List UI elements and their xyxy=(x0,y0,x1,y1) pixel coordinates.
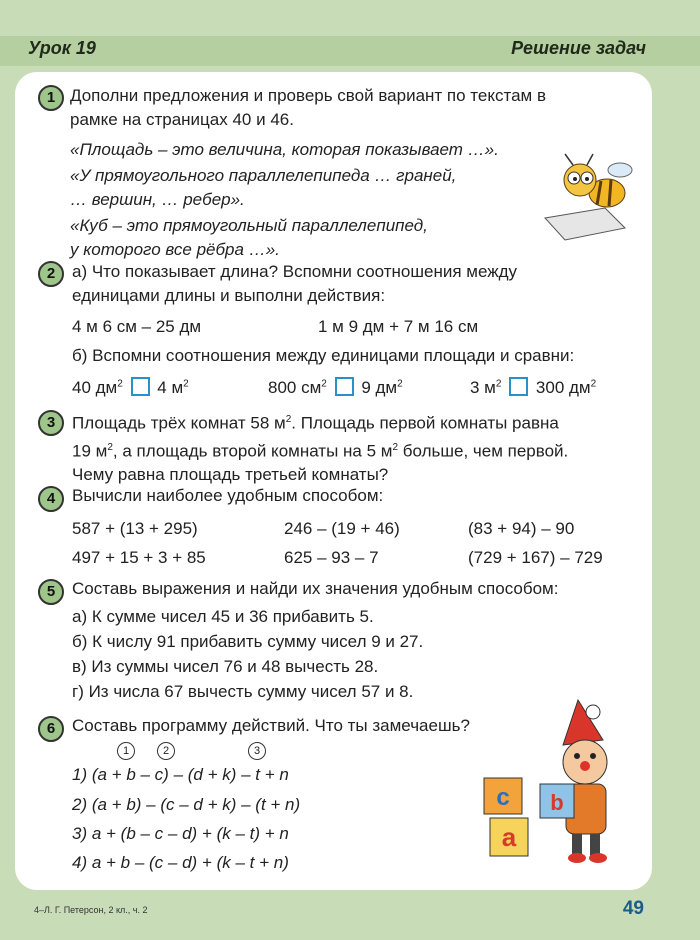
compare-box-3[interactable] xyxy=(509,377,528,396)
task3-line1: Площадь трёх комнат 58 $м^2$. Площадь первой комнаты равна xyxy=(72,413,559,433)
task1-line1: Дополни предложения и проверь свой вариант по текстам в xyxy=(70,86,546,105)
task1-quote3b: у которого все рёбра …». xyxy=(70,240,280,259)
task4-expr-1-1: 587 + (13 + 295) xyxy=(72,519,198,538)
block-letter-a: a xyxy=(501,822,517,852)
compare-box-2[interactable] xyxy=(335,377,354,396)
order-mark-1: 1 xyxy=(117,742,135,760)
task1-quote2b: … вершин, … ребер». xyxy=(70,190,245,209)
footer-note: 4–Л. Г. Петерсон, 2 кл., ч. 2 xyxy=(34,905,148,915)
task-number-2: 2 xyxy=(38,261,64,287)
task5-d: г) Из числа 67 вычесть сумму чисел 57 и 8. xyxy=(72,682,414,701)
task-number-3: 3 xyxy=(38,410,64,436)
task4-expr-2-1: 497 + 15 + 3 + 85 xyxy=(72,548,206,567)
task5-c: в) Из суммы чисел 76 и 48 вычесть 28. xyxy=(72,657,379,676)
topic-title: Решение задач xyxy=(511,38,646,58)
task1-quote3a: «Куб – это прямоугольный параллелепипед, xyxy=(70,216,428,235)
task4-expr-2-2: 625 – 93 – 7 xyxy=(284,548,379,567)
compare-box-1[interactable] xyxy=(131,377,150,396)
order-mark-3: 3 xyxy=(248,742,266,760)
task6-title: Составь программу действий. Что ты замечаешь? xyxy=(72,716,470,735)
task-2 xyxy=(72,260,517,308)
block-letter-b: b xyxy=(550,790,564,815)
task4-expr-2-3: (729 + 167) – 729 xyxy=(468,548,603,567)
task2-compare2: 800 $см^2$ 9 $дм^2$ xyxy=(268,378,403,397)
task2-a-line1: а) Что показывает длина? Вспомни соотношения между xyxy=(72,262,518,281)
task1-line2: рамке на страницах 40 и 46. xyxy=(70,110,294,129)
order-mark-2: 2 xyxy=(157,742,175,760)
task-1 xyxy=(70,84,546,262)
task2-a-line2: единицами длины и выполни действия: xyxy=(72,286,386,305)
task6-expr-3: 3) a + (b – c – d) + (k – t) + n xyxy=(72,824,289,843)
task-number-1: 1 xyxy=(38,85,64,111)
task2-b-line: б) Вспомни соотношения между единицами площади и сравни: xyxy=(72,346,575,365)
task5-title: Составь выражения и найди их значения удобным способом: xyxy=(72,579,559,598)
task4-expr-1-2: 246 – (19 + 46) xyxy=(284,519,400,538)
task6-expr-2: 2) (a + b) – (c – d + k) – (t + n) xyxy=(72,795,301,814)
task5-a: а) К сумме чисел 45 и 36 прибавить 5. xyxy=(72,607,374,626)
task-number-6: 6 xyxy=(38,716,64,742)
task-number-4: 4 xyxy=(38,486,64,512)
task1-quote1: «Площадь – это величина, которая показывает …». xyxy=(70,140,499,159)
task1-quote2a: «У прямоугольного параллелепипеда … граней, xyxy=(70,166,457,185)
task-3 xyxy=(72,408,568,487)
clown-blocks-illustration xyxy=(478,690,628,870)
task4-expr-1-3: (83 + 94) – 90 xyxy=(468,519,575,538)
bee-illustration xyxy=(535,148,635,248)
lesson-title: Урок 19 xyxy=(28,38,96,58)
task6-expr-4: 4) a + b – (c – d) + (k – t + n) xyxy=(72,853,289,872)
task3-line2: 19 $м^2$, а площадь второй комнаты на 5 $м^2$ больше, чем первой. xyxy=(72,441,569,461)
task5-b: б) К числу 91 прибавить сумму чисел 9 и 27. xyxy=(72,632,424,651)
task2-compare3: 3 $м^2$ 300 $дм^2$ xyxy=(470,378,597,397)
task6-expr-1: 1) (a + b – c) – (d + k) – t + n xyxy=(72,765,289,784)
page-number: 49 xyxy=(622,898,644,919)
task2-expr2: 1 м 9 дм + 7 м 16 см xyxy=(318,317,479,336)
task4-title: Вычисли наиболее удобным способом: xyxy=(72,486,384,505)
task-number-5: 5 xyxy=(38,579,64,605)
task3-line3: Чему равна площадь третьей комнаты? xyxy=(72,465,389,485)
task2-expr1: 4 м 6 см – 25 дм xyxy=(72,317,202,336)
block-letter-c: c xyxy=(496,784,510,811)
task2-compare1: 40 $дм^2$ 4 $м^2$ xyxy=(72,378,189,397)
